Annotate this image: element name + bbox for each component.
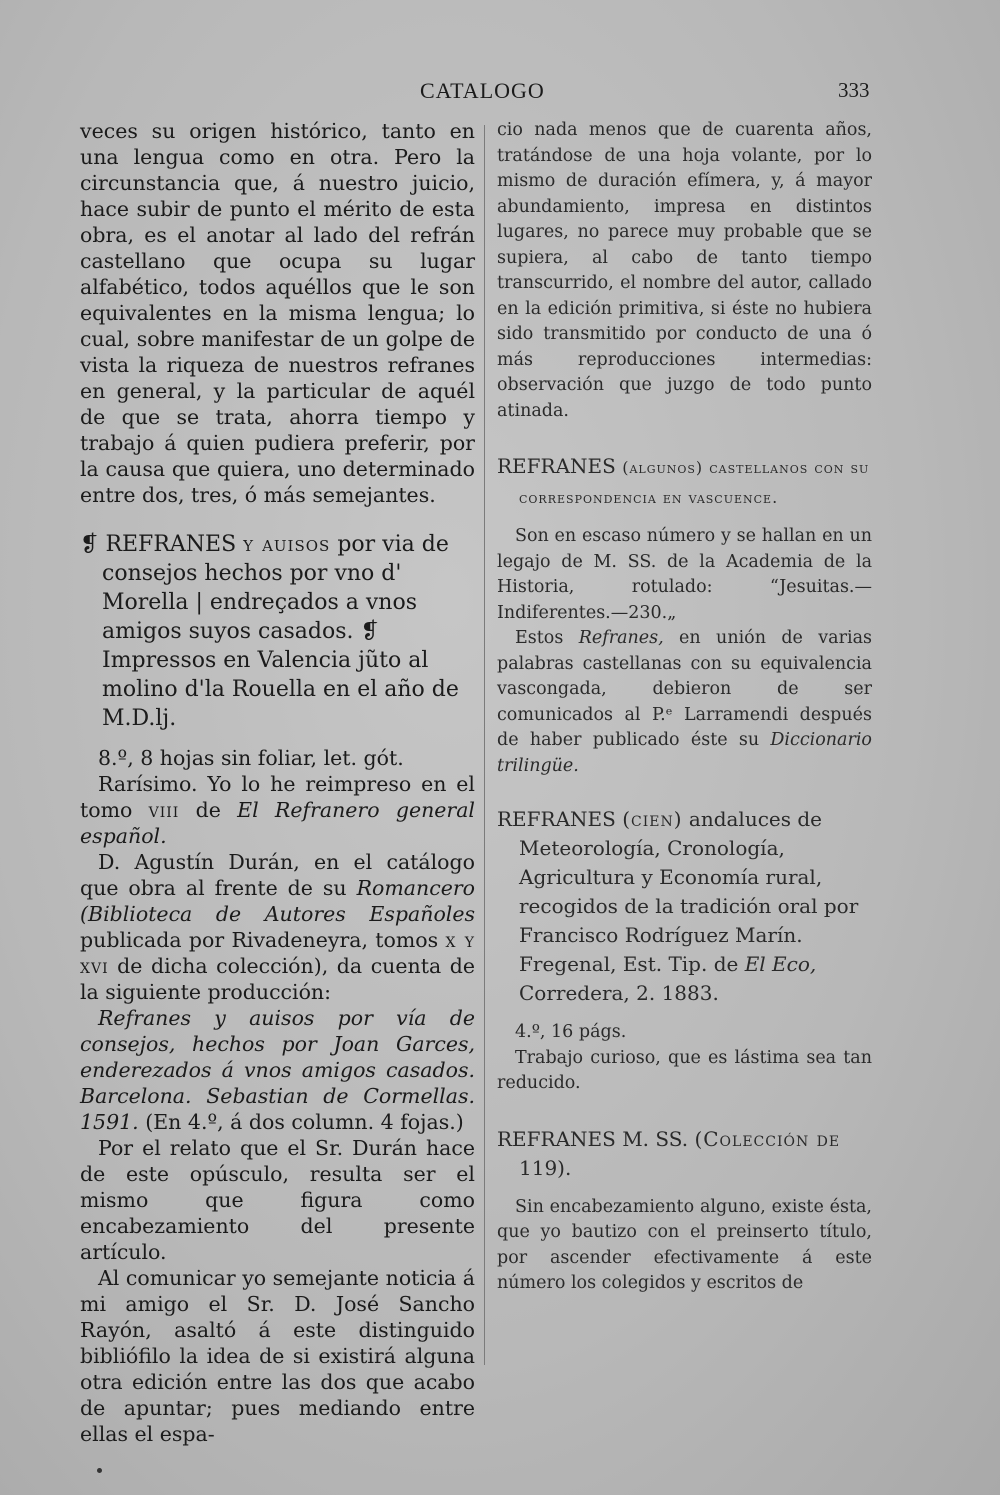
running-title: CATALOGO [420, 78, 545, 103]
book-title: Refranes y auisos por vía de consejos, hechos por Joan Garces, enderezados á vnos amigos casados. Barcelona. Sebastian de Cormellas. 1591. [80, 1006, 475, 1134]
paragraph: 4.º, 16 págs. [515, 1022, 627, 1042]
entry-heading-smallcaps: (algunos) castellanos con su correspondencia en vascuence. [519, 458, 870, 507]
text-run: de dicha colección), da cuenta de la siguiente producción: [80, 954, 475, 1004]
book-title: El Eco, [744, 952, 817, 976]
entry-heading-smallcaps: (Colección de [694, 1126, 841, 1151]
page-number: 333 [838, 78, 870, 102]
pilcrow-mark: ❡ [80, 532, 99, 557]
text-run: de [195, 798, 221, 822]
book-title: El Refranero general español. [80, 798, 475, 848]
running-head [0, 78, 1000, 108]
paragraph [80, 771, 475, 849]
entry-imprint: Impressos en Valencia jũto al molino d'la Rouella en el año de M.D.lj. [102, 648, 459, 731]
book-title: Diccionario trilingüe. [497, 730, 872, 776]
entry-heading: REFRANES [497, 807, 616, 831]
right-column [497, 118, 872, 1297]
paragraph: 8.º, 8 hojas sin foliar, let. gót. [98, 746, 404, 770]
text-run: D. Agustín Durán, en el catálogo que obra al frente de su [80, 850, 475, 900]
paragraph: veces su origen histórico, tanto en una lengua como en otra. Pero la circunstancia que, á nuestro juicio, hace subir de punto el mérito de esta obra, es el anotar al lado del refrán castellano que ocupa su lugar alfabético, todos aquéllos que le son equivalentes en la misma lengua; lo cual, sobre manifestar de un golpe de vista la riqueza de nuestros refranes en general, y la particular de aquél de que se trata, ahorra tiempo y trabajo á quien pudiera preferir, por la causa que quiera, uno determinado entre dos, tres, ó más semejantes. [80, 119, 475, 507]
catalog-entry-refranes-cien [497, 805, 872, 1008]
paragraph: Al comunicar yo semejante noticia á mi amigo el Sr. D. José Sancho Rayón, asaltó á este distinguido bibliófilo la idea de si existirá alguna otra edición entre las dos que acabo de apuntar; pues mediando entre ellas el espa- [80, 1266, 475, 1446]
paragraph: Sin encabezamiento alguno, existe ésta, que yo bautizo con el preinserto título, por ascender efectivamente á este número los colegidos y escritos de [497, 1196, 872, 1293]
text-run: Estos [515, 628, 564, 648]
paragraph: Por el relato que el Sr. Durán hace de este opúsculo, resulta ser el mismo que figura como encabezamiento del presente artículo. [80, 1136, 475, 1264]
entry-title-text: por via de consejos hechos por vno d' Morella | endreçados a vnos amigos suyos casados. [102, 532, 449, 644]
paragraph: Trabajo curioso, que es lástima sea tan reducido. [497, 1047, 872, 1093]
book-title: Romancero (Biblioteca de Autores Españoles [80, 876, 475, 926]
text-run-smallcaps: viii [148, 798, 180, 822]
paragraph: cio nada menos que de cuarenta años, tratándose de una hoja volante, por lo mismo de duración efímera, y, á mayor abundamiento, impresa en distintos lugares, no parece muy probable que se supiera, al cabo de tanto tiempo transcurrido, el nombre del autor, callado en la edición primitiva, si éste no hubiera sido transmitido por conducto de una ó más reproducciones intermedias: observación que juzgo de todo punto atinada. [497, 120, 872, 421]
book-title: Refranes, [578, 628, 664, 648]
entry-title-text: andaluces de Meteorología, Cronología, Agricultura y Economía rural, recogidos de la tradición oral por Francisco Rodríguez Marín. Fregenal, Est. Tip. de [519, 807, 859, 976]
entry-heading: REFRANES M. SS. [497, 1126, 689, 1151]
text-run: en unión de varias palabras castellanas con su equivalencia vascongada, debieron de ser comunicados al P.ᵉ Larramendi después de haber publicado éste su [497, 628, 872, 750]
column-divider [484, 125, 485, 1365]
ink-speck [97, 1468, 102, 1473]
entry-heading-smallcaps: (cien) [622, 807, 683, 831]
entry-title-text: 119). [519, 1155, 572, 1180]
entry-imprint: Corredera, 2. 1883. [519, 981, 719, 1005]
quoted-citation [80, 1005, 475, 1135]
entry-heading-smallcaps: y auisos [243, 532, 331, 557]
catalog-entry-refranes-y-auisos [80, 530, 475, 733]
catalog-entry-refranes-mss [497, 1125, 872, 1183]
entry-heading: REFRANES [105, 532, 237, 557]
paragraph [497, 626, 872, 779]
catalog-entry-refranes-algunos [497, 452, 872, 512]
left-column [80, 118, 475, 1447]
paragraph: Son en escaso número y se hallan en un legajo de M. SS. de la Academia de la Historia, rotulado: “Jesuitas.—Indiferentes.—230.„ [497, 526, 872, 623]
entry-heading: REFRANES [497, 454, 616, 478]
text-run: Rarísimo. Yo lo he reimpreso en el tomo [80, 772, 475, 822]
text-run-smallcaps: x y xvi [80, 928, 475, 978]
text-run: (En 4.º, á dos column. 4 fojas.) [145, 1110, 464, 1134]
pilcrow-mark: ❡ [360, 619, 379, 644]
paragraph [80, 849, 475, 1005]
text-run: publicada por Rivadeneyra, tomos [80, 928, 439, 952]
